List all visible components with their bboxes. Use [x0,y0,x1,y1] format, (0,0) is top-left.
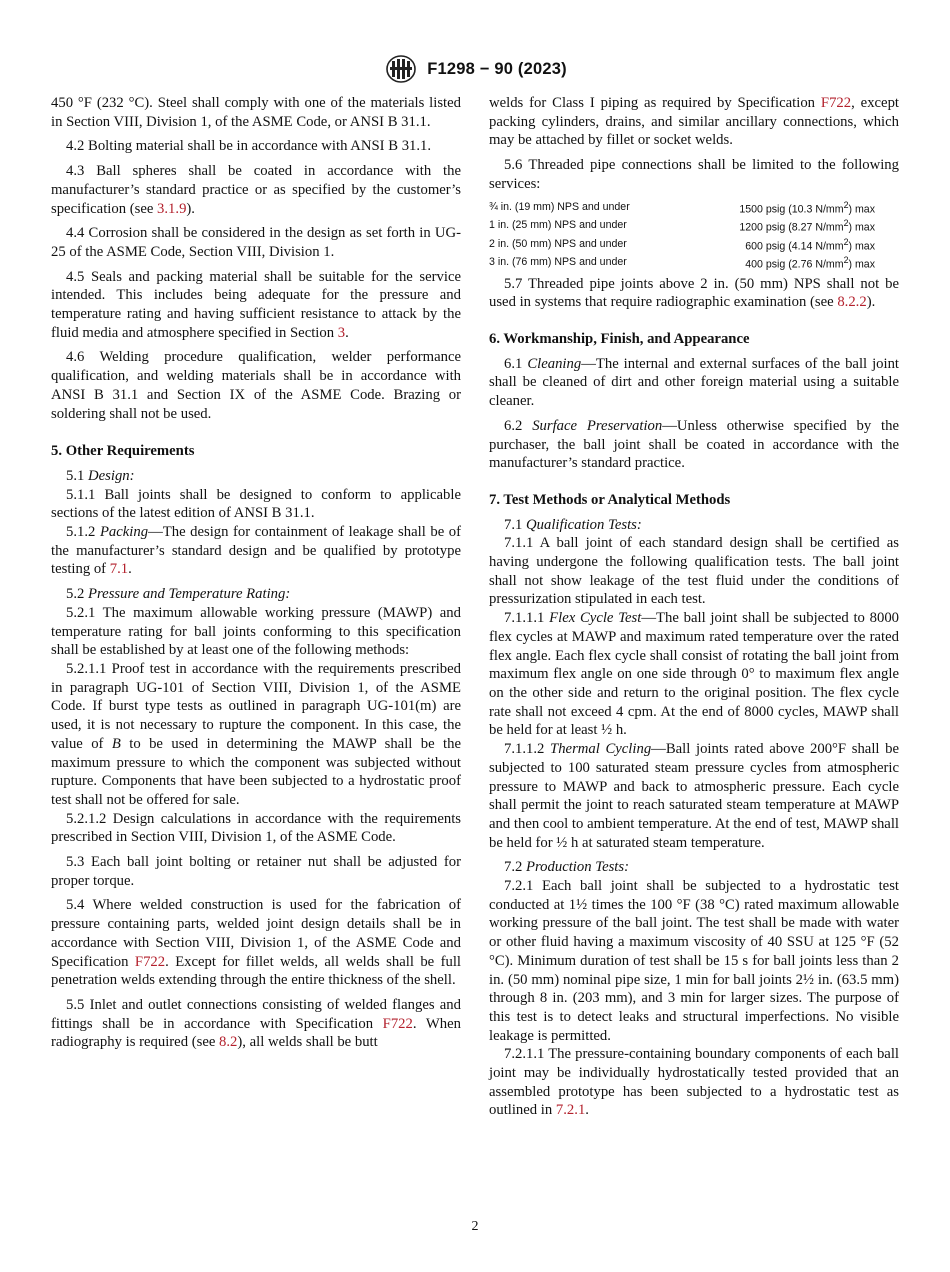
text: —The ball joint shall be subjected to 8000 flex cycles at MAWP and maximum rated temperature over the rated flex angle. Each flex cycle shall consist of rotating the ball joint from maximum flex angle on one side through 0° to maximum flex angle on the other side and return to the original position. The flex cycle rate shall not exceed 4 cpm. At the end of 8000 cycles, MAWP shall be held for at least ½ h. [489,610,900,739]
threaded-services-table [489,198,875,272]
xref-link[interactable]: F722 [820,95,852,111]
text: —The internal and external surfaces of the ball joint shall be cleaned of dirt and other foreign material using a suitable cleaner. [489,355,899,410]
subsection-title: Flex Cycle Test [549,610,642,627]
text: —The design for containment of leakage shall be of the manufacturer’s standard design and be qualified by prototype testing of [51,524,462,578]
paragraph-6-1 [489,355,899,411]
text: 6.1 [504,355,528,372]
document-designation: F1298 − 90 (2023) [427,59,567,78]
section-heading-5: 5. Other Requirements [51,443,195,460]
page-number: 2 [471,1219,479,1234]
xref-link[interactable]: 3.1.9 [157,200,187,217]
left-column [51,94,461,1052]
xref-link[interactable]: 8.2.2 [837,294,867,311]
paragraph-4-6: 4.6 Welding procedure qualification, welder performance qualification, and welding materials shall be in accordance with ANSI B 31.1 and Section IX of the ASME Code. Brazing or soldering shall not be used. [51,349,461,422]
superscript: 2 [843,236,849,247]
table-row [489,235,875,254]
text: 5.7 Threaded pipe joints above 2 in. (50 mm) NPS shall not be used in systems that require radiographic examination (see [489,275,899,311]
paragraph-5-6: 5.6 Threaded pipe connections shall be limited to the following services: [489,157,899,192]
paragraph-7-2-1: 7.2.1 Each ball joint shall be subjected to a hydrostatic test conducted at 1½ times the 100 °F (38 °C) rated maximum allowable working pressure of the ball joint. The test shall be made with water or other fluid having a maximum viscosity of 40 SSU at 125 °F (52 °C). Minimum duration of test shall be 15 s for ball joints less than 2 in. (50 mm) nominal pipe size, 1 min for ball joints 2½ in. (63.5 mm) through 8 in. (203 mm), and 3 min for larger sizes. The purpose of this test is to detect leaks and structural imperfections. No visible leakage is permitted. [489,878,899,1044]
text: . [345,324,349,341]
text: ) max [848,203,875,216]
paragraph-4-3 [51,162,461,218]
text: ) max [848,240,875,253]
text: 5.5 Inlet and outlet connections consisting of welded flanges and fittings shall be in accordance with Specification [51,996,461,1032]
paragraph-5-2 [51,585,461,604]
paragraph: 450 °F (232 °C). Steel shall comply with one of the materials listed in Section VIII, Division 1, of the ASME Code, or ANSI B 31.1. [51,95,461,130]
text: 7.1.1.1 [504,610,550,627]
section-heading-7: 7. Test Methods or Analytical Methods [489,491,731,508]
paragraph-7-1-1-2 [489,740,899,852]
paragraph-5-5 [51,996,461,1052]
paragraph-4-5 [51,268,461,343]
text: ). [186,200,195,217]
paragraph-7-1-1-1 [489,609,899,740]
paragraph-5-4 [51,896,461,990]
text: 600 psig (4.14 N/mm [745,240,844,253]
paragraph-4-2: 4.2 Bolting material shall be in accordance with ANSI B 31.1. [66,138,432,155]
xref-link[interactable]: F722 [134,953,166,970]
right-column [489,94,899,1120]
pipe-size-cell: 3 in. (76 mm) NPS and under [489,256,627,269]
text: , except packing cylinders, drains, and similar ancillary connections, which may be attached by fillet or socket welds. [489,95,900,149]
subsection-title: Surface Preservation [532,417,663,434]
paragraph-5-2-1: 5.2.1 The maximum allowable working pressure (MAWP) and temperature rating for ball joints conforming to this specification shall be established by at least one of the following methods: [51,604,461,659]
text: 5.2.1.1 Proof test in accordance with the requirements prescribed in paragraph UG-101 of Section VIII, Division 1, of the ASME Code. If burst type tests as outlined in paragraph UG-101(m) are used, it is not necessary to rupture the component. In this case, the value of [51,660,461,752]
text: . [585,1102,589,1119]
paragraph-4-4: 4.4 Corrosion shall be considered in the design as set forth in UG-25 of the ASME Code, Section VIII, Division 1. [51,225,461,260]
paragraph-5-1-2 [51,523,461,579]
table-row [489,216,875,235]
pipe-size-cell: 2 in. (50 mm) NPS and under [489,237,627,250]
subsection-title: Thermal Cycling [550,741,652,758]
paragraph-6-2 [489,417,899,473]
text: —Ball joints rated above 200°F shall be subjected to 100 saturated steam pressure cycles from atmospheric pressure to MAWP and back to atmospheric pressure. Each cycle shall permit the joint to reach saturated steam temperature at MAWP and then cool to ambient temperature. At the end of test, MAWP shall be held for ½ h at saturated steam temperature. [489,741,899,851]
text: to be used in determining the MAWP shall be the maximum pressure to which the component was subjected without rupture. Components that have been subjected to a hydrostatic proof test shall not be offered for sale. [51,735,461,808]
pressure-cell [686,216,875,235]
text: 5.4 Where welded construction is used for the fabrication of pressure containing parts, welded joint design details shall be in accordance with Section VIII, Division 1, of the ASME Code and Specification [51,897,461,970]
text: 400 psig (2.76 N/mm [745,258,844,271]
text: ) max [848,258,875,271]
astm-logo-icon [383,54,419,84]
pipe-size-cell: 1 in. (25 mm) NPS and under [489,219,627,232]
paragraph-7-1-1: 7.1.1 A ball joint of each standard design shall be certified as having undergone the following qualification tests. The ball joint shall not show leakage of the test fluid under the conditions of pressurization stipulated in each test. [489,535,899,608]
text: 4.5 Seals and packing material shall be suitable for the service intended. This includes being adequate for the pressure and temperature rating and having sufficient resistance to attack by the fluid media and atmosphere specified in Section [51,268,461,341]
superscript: 2 [843,255,849,266]
text: 7.2.1.1 The pressure-containing boundary components of each ball joint may be individually hydrostatically tested provided that an assembled prototype has been subjected to a hydrostatic test as outlined in [489,1046,899,1119]
pipe-size-cell: ¾ in. (19 mm) NPS and under [489,200,630,213]
text: —Unless otherwise specified by the purchaser, the ball joint shall be coated in accordance with the manufacturer’s standard practice. [489,417,899,472]
paragraph-5-2-1-1 [51,660,461,810]
text: 5.1.2 [66,524,100,541]
table-row [489,198,875,217]
xref-link[interactable]: 7.2.1 [555,1102,586,1119]
paragraph-5-2-1-2: 5.2.1.2 Design calculations in accordance with the requirements prescribed in Section VIII, Division 1, of the ASME Code. [51,810,461,846]
text: ) max [848,221,875,234]
text: 4.3 Ball spheres shall be coated in accordance with the manufacturer’s standard practice or as specified by the customer’s specification (see [51,163,461,217]
text: . When radiography is required (see [51,1015,461,1051]
text: 7.1 [504,516,527,533]
text: 1500 psig (10.3 N/mm [739,203,844,216]
table-row [489,253,875,272]
xref-link[interactable]: 7.1 [109,561,129,578]
text: 5.1 [66,467,89,484]
text: 6.2 [504,417,533,434]
text: 5.2 [66,586,89,603]
subsection-title: Production Tests: [526,859,629,876]
paragraph-5-1 [51,467,461,486]
superscript: 2 [843,218,849,229]
subsection-title: Packing [99,524,149,541]
text: . Except for fillet welds, all welds shall be full penetration welds extending through the entire thickness of the shell. [51,953,461,989]
pressure-cell [686,235,875,254]
variable: B [111,735,121,752]
subsection-title: Cleaning [527,355,582,372]
text: welds for Class I piping as required by Specification [489,95,821,111]
paragraph [489,94,899,150]
paragraph-5-3: 5.3 Each ball joint bolting or retainer nut shall be adjusted for proper torque. [51,854,461,889]
text: 7.1.1.2 [504,741,551,758]
text: 7.2 [504,859,527,876]
pressure-cell [686,198,875,217]
xref-link[interactable]: 8.2 [219,1034,238,1051]
text: ), all welds shall be butt [237,1034,378,1051]
subsection-title: Design: [88,467,135,484]
paragraph-7-1 [489,516,899,535]
paragraph-5-1-1: 5.1.1 Ball joints shall be designed to conform to applicable sections of the latest edition of ANSI B 31.1. [51,486,461,522]
paragraph-5-7 [489,275,899,312]
section-heading-6: 6. Workmanship, Finish, and Appearance [489,331,750,348]
text: 1200 psig (8.27 N/mm [739,221,844,234]
page-header [0,54,950,84]
xref-link[interactable]: 3 [337,324,346,341]
superscript: 2 [843,199,849,210]
paragraph-7-2-1-1 [489,1045,899,1120]
text: . [128,561,132,578]
subsection-title: Qualification Tests: [526,516,642,533]
pressure-cell [686,253,875,272]
text: ). [866,294,876,311]
subsection-title: Pressure and Temperature Rating: [88,586,291,603]
xref-link[interactable]: F722 [382,1015,413,1032]
paragraph-7-2 [489,858,899,877]
